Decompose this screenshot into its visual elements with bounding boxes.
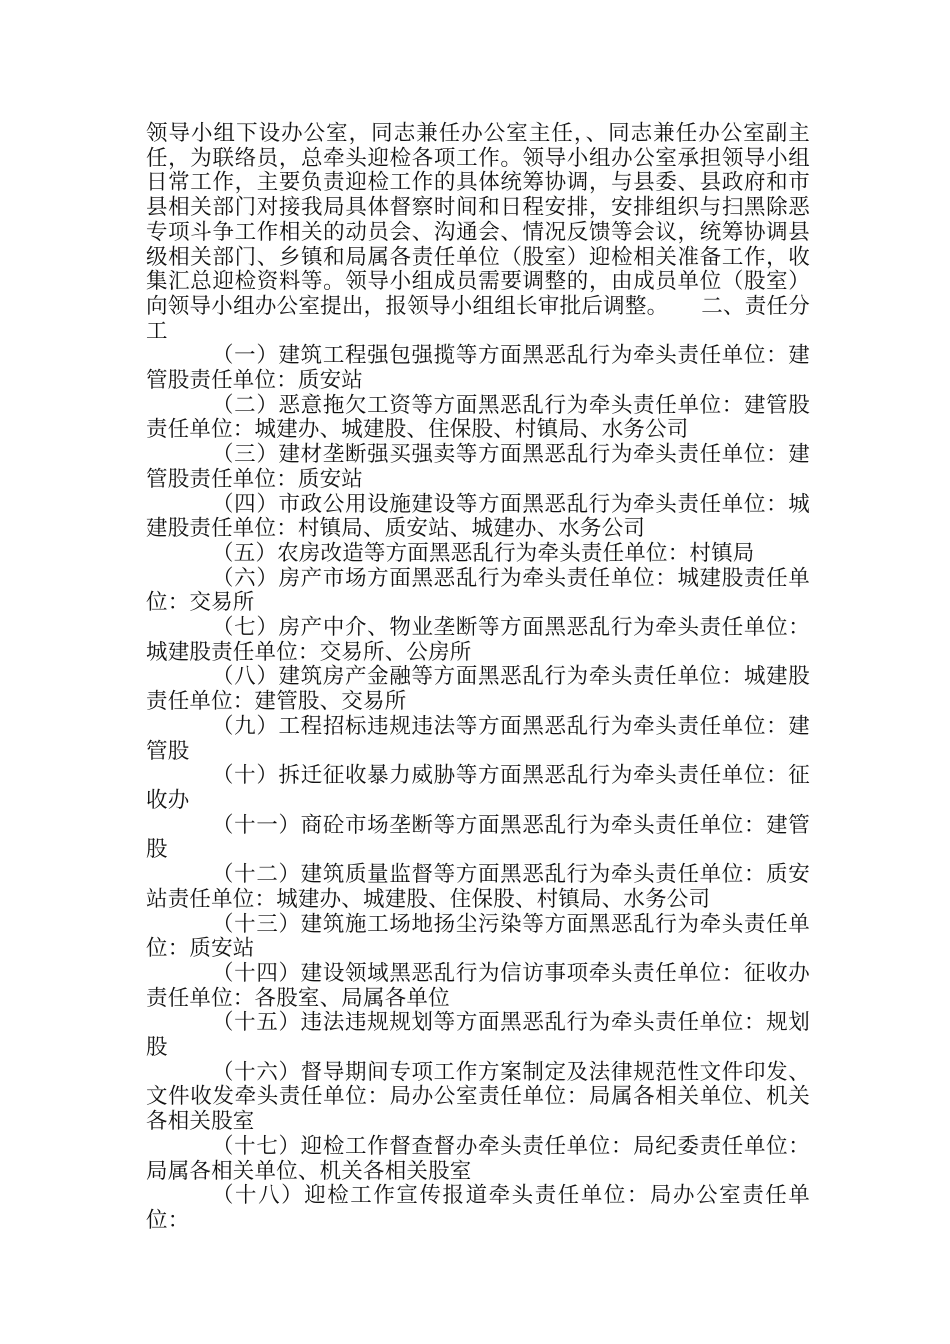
duty-item-9: （九）工程招标违规违法等方面黑恶乱行为牵头责任单位：建管股 <box>146 713 810 764</box>
duty-item-1: （一）建筑工程强包强揽等方面黑恶乱行为牵头责任单位：建管股责任单位：质安站 <box>146 343 810 394</box>
duty-item-16: （十六）督导期间专项工作方案制定及法律规范性文件印发、文件收发牵头责任单位：局办公室责任单位：局属各相关单位、机关各相关股室 <box>146 1059 810 1135</box>
duty-item-14: （十四）建设领域黑恶乱行为信访事项牵头责任单位：征收办责任单位：各股室、局属各单位 <box>146 960 810 1011</box>
duty-item-2: （二）恶意拖欠工资等方面黑恶乱行为牵头责任单位：建管股责任单位：城建办、城建股、住保股、村镇局、水务公司 <box>146 392 810 443</box>
duty-item-4: （四）市政公用设施建设等方面黑恶乱行为牵头责任单位：城建股责任单位：村镇局、质安站、城建办、水务公司 <box>146 491 810 542</box>
duty-item-5: （五）农房改造等方面黑恶乱行为牵头责任单位：村镇局 <box>212 540 755 566</box>
duty-item-6: （六）房产市场方面黑恶乱行为牵头责任单位：城建股责任单位：交易所 <box>146 565 810 616</box>
duty-item-13: （十三）建筑施工场地扬尘污染等方面黑恶乱行为牵头责任单位：质安站 <box>146 911 810 962</box>
duty-item-3: （三）建材垄断强买强卖等方面黑恶乱行为牵头责任单位：建管股责任单位：质安站 <box>146 442 810 492</box>
duty-item-8: （八）建筑房产金融等方面黑恶乱行为牵头责任单位：城建股责任单位：建管股、交易所 <box>146 664 810 715</box>
duty-item-15: （十五）违法违规规划等方面黑恶乱行为牵头责任单位：规划股 <box>146 1010 810 1061</box>
duty-item-12: （十二）建筑质量监督等方面黑恶乱行为牵头责任单位：质安站责任单位：城建办、城建股、住保股、村镇局、水务公司 <box>146 862 810 912</box>
intro-paragraph: 领导小组下设办公室，同志兼任办公室主任，、同志兼任办公室副主任，为联络员，总牵头迎检各项工作。领导小组办公室承担领导小组日常工作，主要负责迎检工作的具体统筹协调，与县委、县政府和市县相关部门对接我局具体督察时间和日程安排，安排组织与扫黑除恶专项斗争工作相关的动员会、沟通会、情况反馈等会议，统筹协调县级相关部门、乡镇和局属各责任单位（股室）迎检相关准备工作，收集汇总迎检资料等。领导小组成员需要调整的，由成员单位（股室）向领导小组办公室提出，报领导小组组长审批后调整。 二、责任分工 <box>146 121 810 344</box>
document-body <box>146 122 810 1234</box>
duty-item-7: （七）房产中介、物业垄断等方面黑恶乱行为牵头责任单位：城建股责任单位：交易所、公房所 <box>146 615 810 665</box>
duty-item-11: （十一）商砼市场垄断等方面黑恶乱行为牵头责任单位：建管股 <box>146 812 810 863</box>
duty-item-10: （十）拆迁征收暴力威胁等方面黑恶乱行为牵头责任单位：征收办 <box>146 763 810 813</box>
duty-item-18: （十八）迎检工作宣传报道牵头责任单位：局办公室责任单位： <box>146 1183 810 1233</box>
duty-item-17: （十七）迎检工作督查督办牵头责任单位：局纪委责任单位：局属各相关单位、机关各相关股室 <box>146 1133 810 1184</box>
